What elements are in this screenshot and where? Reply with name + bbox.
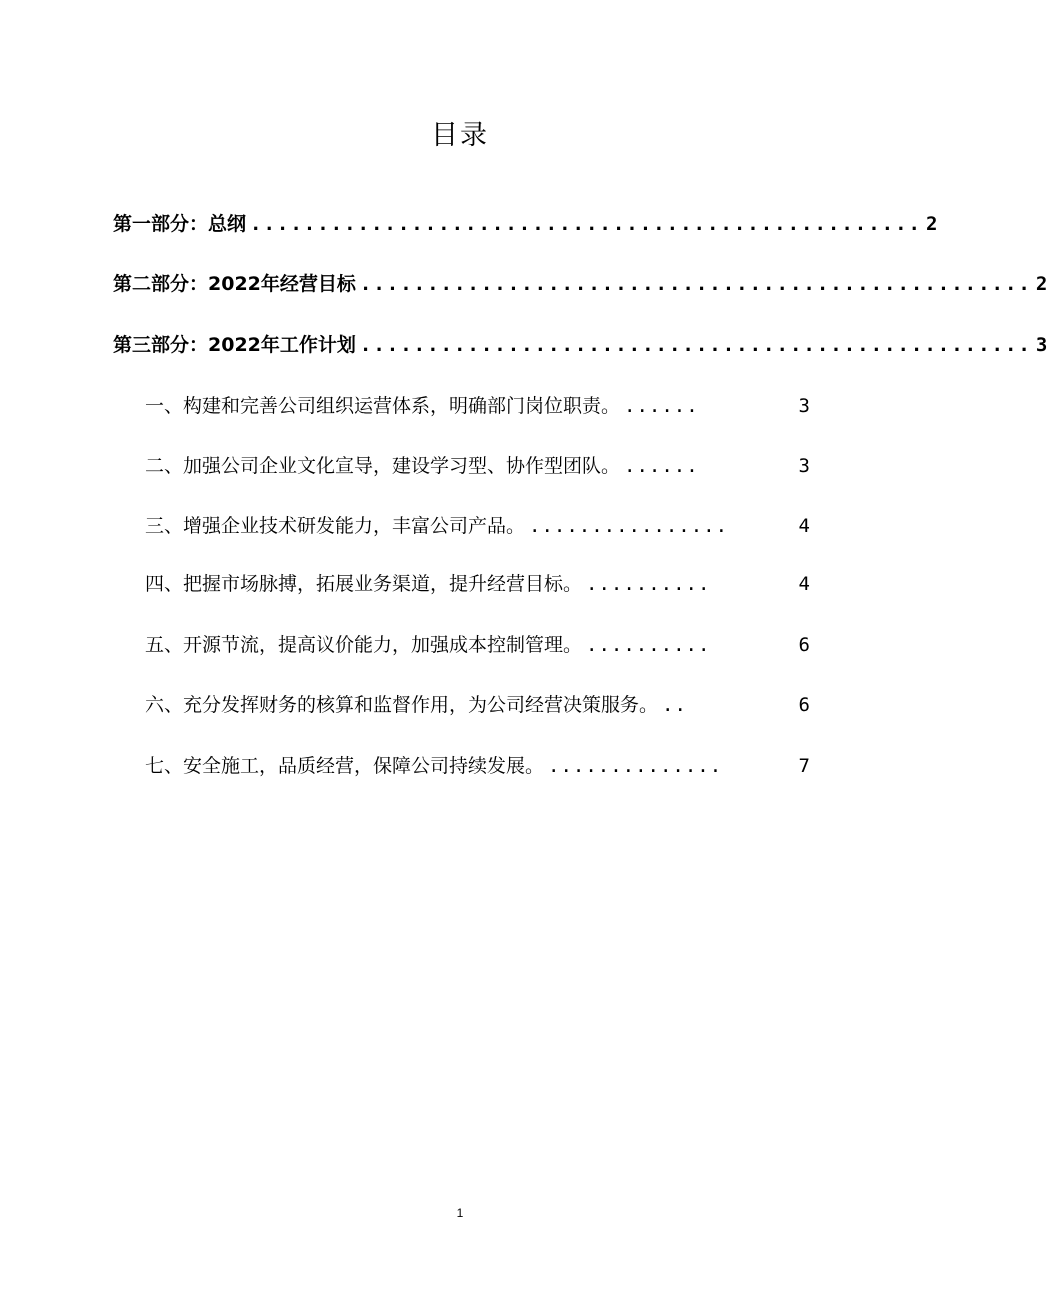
- toc-page-number: 3: [1035, 334, 1047, 356]
- toc-entry-title: 六、充分发挥财务的核算和监督作用，为公司经营决策服务。: [145, 694, 659, 716]
- page-title: 目录: [431, 120, 489, 151]
- toc-page-number: 3: [798, 455, 810, 477]
- toc-entry-section-6[interactable]: [145, 688, 810, 722]
- toc-entry-part-3[interactable]: [113, 328, 1047, 362]
- toc-entry-title: 七、安全施工，品质经营，保障公司持续发展。: [145, 755, 545, 777]
- page-footer-number: 1: [456, 1206, 464, 1220]
- toc-page-number: 6: [798, 694, 810, 716]
- toc-dot-leader: ................: [529, 515, 729, 537]
- toc-dot-leader: ..........: [586, 573, 711, 595]
- toc-entry-title: 四、把握市场脉搏，拓展业务渠道，提升经营目标。: [145, 573, 583, 595]
- toc-page-number: 2: [1035, 273, 1047, 295]
- toc-entry-title: 三、增强企业技术研发能力，丰富公司产品。: [145, 515, 526, 537]
- toc-dot-leader: ..................................................: [359, 334, 1032, 356]
- toc-dot-leader: ..........: [586, 634, 711, 656]
- toc-entry-section-3[interactable]: [145, 509, 810, 543]
- toc-dot-leader: ..................................................: [250, 213, 922, 235]
- toc-dot-leader: ......: [624, 455, 699, 477]
- toc-page-number: 4: [798, 515, 810, 537]
- toc-entry-title: 第三部分：2022年工作计划: [113, 334, 356, 356]
- toc-entry-title: 第二部分：2022年经营目标: [113, 273, 356, 295]
- toc-entry-part-2[interactable]: [113, 267, 1047, 301]
- toc-dot-leader: ..: [662, 694, 687, 716]
- toc-entry-title: 第一部分：总纲: [113, 213, 247, 235]
- toc-entry-title: 一、构建和完善公司组织运营体系，明确部门岗位职责。: [145, 395, 621, 417]
- toc-entry-section-7[interactable]: [145, 749, 810, 783]
- toc-entry-section-4[interactable]: [145, 567, 810, 601]
- toc-dot-leader: ......: [624, 395, 699, 417]
- toc-page-number: 3: [798, 395, 810, 417]
- toc-page-number: 6: [798, 634, 810, 656]
- toc-dot-leader: ..............: [548, 755, 723, 777]
- toc-entry-section-2[interactable]: [145, 449, 810, 483]
- toc-entry-section-1[interactable]: [145, 389, 810, 423]
- toc-page-number: 2: [925, 213, 938, 235]
- toc-dot-leader: ..................................................: [359, 273, 1032, 295]
- toc-entry-part-1[interactable]: [113, 207, 938, 241]
- toc-entry-section-5[interactable]: [145, 628, 810, 662]
- toc-page-number: 4: [798, 573, 810, 595]
- toc-entry-title: 二、加强公司企业文化宣导，建设学习型、协作型团队。: [145, 455, 621, 477]
- toc-page-number: 7: [798, 755, 810, 777]
- toc-entry-title: 五、开源节流，提高议价能力，加强成本控制管理。: [145, 634, 583, 656]
